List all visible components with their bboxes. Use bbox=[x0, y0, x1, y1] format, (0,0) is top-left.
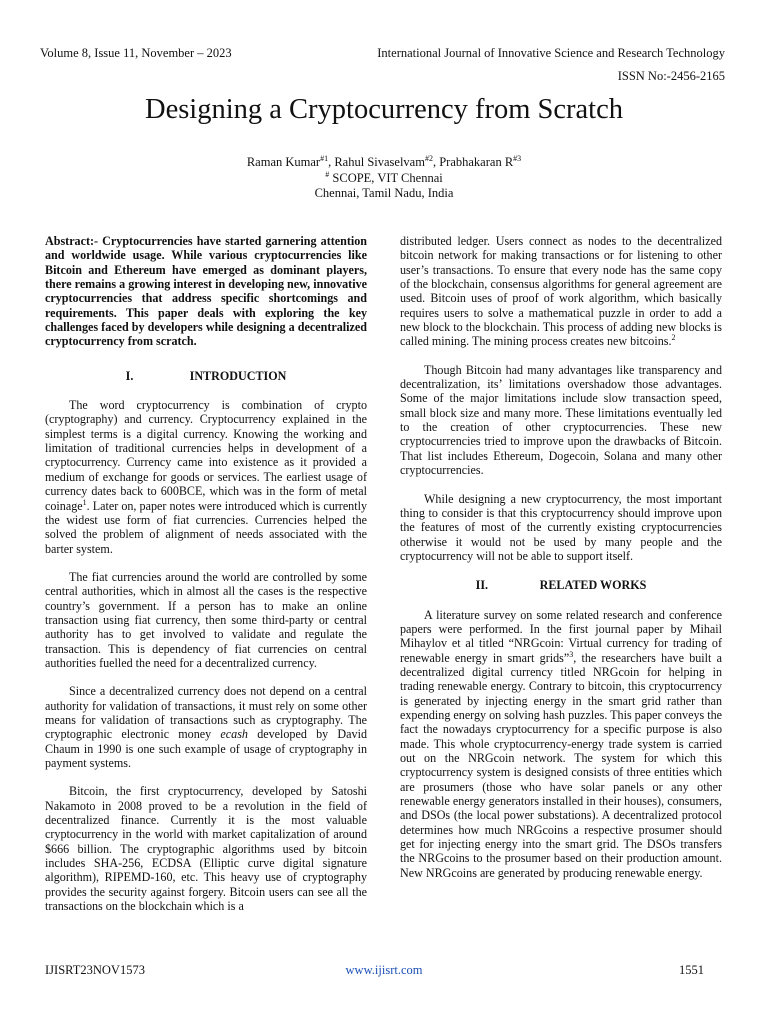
section-number: II. bbox=[475, 578, 489, 593]
author-name: Raman Kumar bbox=[246, 155, 321, 169]
author-sup: #3 bbox=[513, 153, 522, 163]
author-sup: #2 bbox=[424, 153, 433, 163]
author-block bbox=[0, 155, 768, 202]
page-number: 1551 bbox=[679, 963, 704, 977]
paragraph-text: A literature survey on some related research and conference papers were performed. In the first journal paper by Mihail Mihaylov et al titled “NRGcoin: Virtual currency for trading of renewable energy in smart grids” bbox=[400, 607, 722, 665]
footnote-ref: 1 bbox=[82, 497, 87, 507]
running-header-volume: Volume 8, Issue 11, November – 2023 bbox=[40, 46, 232, 60]
paragraph-text: . Later on, paper notes were introduced which is currently the widest use form of fiat currencies. Currencies helped the solved the problem of alignment of needs associated with the barter system. bbox=[45, 498, 367, 556]
paragraph: While designing a new cryptocurrency, the most important thing to consider is that this cryptocurrency should improve upon the features of most of the currently existing cryptocurrencies otherwise it would not be used by many people and the cryptocurrency will not be able to support itself. bbox=[400, 491, 722, 563]
section-heading-related-works bbox=[400, 578, 722, 592]
section-heading-introduction bbox=[45, 369, 367, 383]
section-title: INTRODUCTION bbox=[189, 368, 287, 383]
footer-paper-id: IJISRT23NOV1573 bbox=[45, 963, 145, 977]
paragraph-text: Since a decentralized currency does not depend on a central authority for validation of transactions, it must rely on some other means for validation of transactions such as cryptography. The cryptographic electronic money bbox=[45, 684, 367, 742]
footer-website-link[interactable]: www.ijisrt.com bbox=[345, 963, 423, 977]
left-column bbox=[45, 234, 367, 913]
paragraph-text: developed by David Chaum in 1990 is one such example of usage of cryptography in payment systems. bbox=[45, 727, 367, 770]
author-name: , Rahul Sivaselvam bbox=[328, 155, 425, 169]
paragraph-text: , the researchers have built a decentralized digital currency titled NRGcoin for helping in trading renewable energy. Contrary to bitcoin, this cryptocurrency is generated by injecting energy in the smart grid rather than expending energy on solving hash puzzles. This paper conveys the fact the nowadays cryptocurrency for a specific purpose is also made. This whole cryptocurrency-energy trade system is carried out on the NRGcoin network. The system for which this cryptocurrency system is designed consists of three entities which are prosumers (those who have solar panels or any other renewable energy generators installed in their houses), consumers, and DSOs (the local power substations). A decentralized protocol determines how much NRGcoins a respective prosumer should get for injecting energy into the smart grid. The DSOs transfers the NRGcoins to the prosumer based on their production amount. New NRGcoins are generated by producing renewable energy. bbox=[400, 650, 722, 880]
paragraph: The fiat currencies around the world are controlled by some central authorities, which in almost all the cases is the respective country’s government. If a person has to make an online transaction using fiat currency, then some third-party or central authority has to get involved to validate and regulate the transaction. This is dependency of fiat currencies on central authorities fuelled the need for a decentralized currency. bbox=[45, 569, 367, 670]
running-header-journal: International Journal of Innovative Science and Research Technology bbox=[377, 46, 725, 60]
paragraph: Bitcoin, the first cryptocurrency, developed by Satoshi Nakamoto in 2008 proved to be a revolution in the field of decentralized finance. Currently it is the most valuable cryptocurrency in the world with market capitalization of around $666 billion. The cryptographic algorithms used by bitcoin includes SHA-256, ECDSA (Elliptic curve digital signature algorithm), RIPEMD-160, etc. This heavy use of cryptography provides the security against forgery. Bitcoin users can see all the transactions on the blockchain which is a bbox=[45, 784, 367, 914]
section-number: I. bbox=[125, 368, 134, 383]
paragraph-text: distributed ledger. Users connect as nodes to the decentralized bitcoin network for making transactions or for listening to other user’s transactions. To ensure that every node has the same copy of the blockchain, consensus algorithms for general agreement are used. Bitcoin uses of proof of work algorithm, which basically requires users to solve a mathematical puzzle in order to add a new block to the blockchain. This process of adding new blocks is called mining. The mining process creates new bitcoins. bbox=[400, 234, 722, 349]
author-names bbox=[0, 155, 768, 171]
right-column bbox=[400, 234, 722, 880]
paragraph: Though Bitcoin had many advantages like transparency and decentralization, its’ limitations overshadow those advantages. Some of the major limitations include slow transaction speed, small block size and many more. These limitations eventually led to the creation of other cryptocurrencies. These new cryptocurrencies tried to improve upon the drawbacks of Bitcoin. That list includes Ethereum, Dogecoin, Solana and many other cryptocurrencies. bbox=[400, 362, 722, 478]
paper-title: Designing a Cryptocurrency from Scratch bbox=[144, 94, 623, 125]
affiliation-sup: # bbox=[325, 169, 330, 179]
paragraph-text: The word cryptocurrency is combination of crypto (cryptography) and currency. Cryptocurrency explained in the simplest terms is a digital currency. Knowing the working and limitation of traditional currencies helps in development of a cryptocurrency. Currency came into existence as it provided a medium of exchange for goods or services. The earliest usage of currency dates back to 600BCE, which was in the form of metal coinage bbox=[45, 398, 367, 513]
paragraph bbox=[45, 684, 367, 770]
abstract: Abstract:- Cryptocurrencies have started garnering attention and worldwide usage. While various cryptocurrencies like Bitcoin and Ethereum have emerged as dominant players, there remains a growing interest in developing new, innovative cryptocurrencies that address specific shortcomings and requirements. This paper deals with exploring the key challenges faced by developers while designing a decentralized cryptocurrency from scratch. bbox=[45, 234, 367, 349]
author-name: , Prabhakaran R bbox=[432, 155, 514, 169]
issn-number: ISSN No:-2456-2165 bbox=[617, 69, 725, 83]
paragraph bbox=[400, 234, 722, 349]
paragraph bbox=[45, 398, 367, 556]
affiliation-text: SCOPE, VIT Chennai bbox=[329, 170, 443, 185]
location: Chennai, Tamil Nadu, India bbox=[314, 186, 454, 200]
paragraph bbox=[400, 608, 722, 881]
section-title: RELATED WORKS bbox=[539, 578, 647, 593]
footnote-ref: 3 bbox=[569, 649, 574, 659]
author-sup: #1 bbox=[320, 153, 329, 163]
affiliation bbox=[0, 171, 768, 187]
footnote-ref: 2 bbox=[671, 333, 676, 343]
italic-term: ecash bbox=[220, 727, 248, 742]
